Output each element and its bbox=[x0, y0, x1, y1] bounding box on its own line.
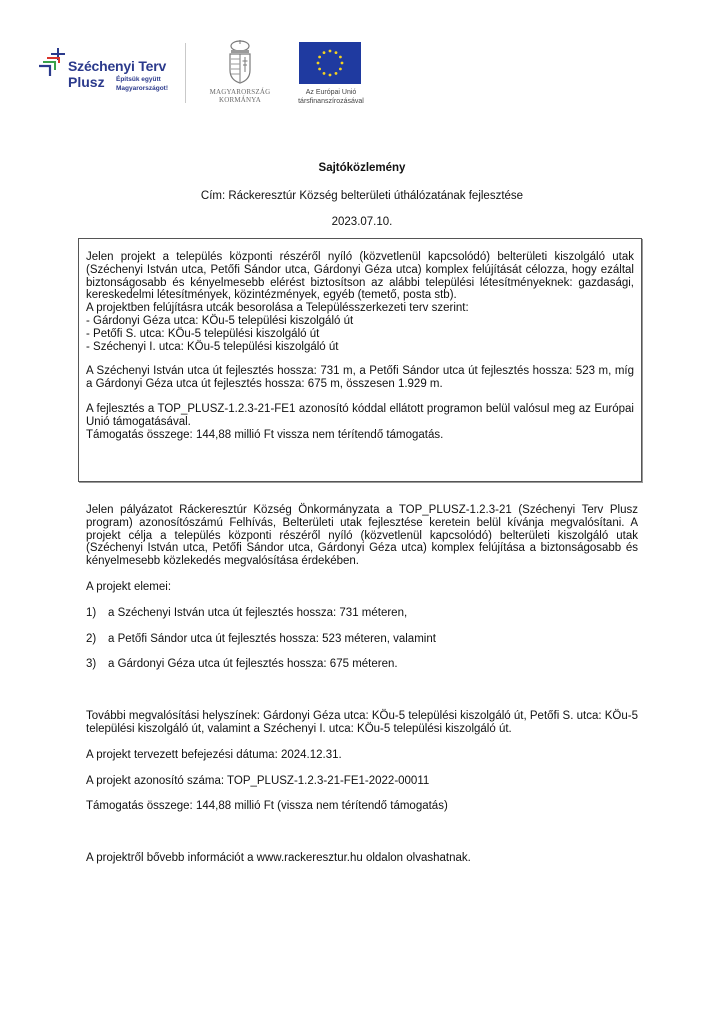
list-number: 1) bbox=[86, 606, 97, 619]
szechenyi-terv-plusz-logo bbox=[38, 46, 178, 106]
project-elements-list bbox=[86, 607, 638, 671]
document-body bbox=[86, 504, 638, 865]
eu-logo bbox=[292, 40, 372, 110]
eu-flag-icon bbox=[299, 42, 361, 84]
szechenyi-logo-tagline bbox=[116, 76, 168, 93]
government-line2: KORMÁNYA bbox=[218, 96, 262, 104]
funding-paragraph: Támogatás összege: 144,88 millió Ft vissza nem térítendő támogatás. bbox=[86, 428, 444, 441]
classification-intro: A projektben felújításra utcák besorolása a Településszerkezeti terv szerint: bbox=[86, 302, 469, 315]
lengths-paragraph: A Széchenyi István utca út fejlesztés hossza: 731 m, a Petőfi Sándor utca út fejlesztés hossza: 523 m, míg a Gárdonyi Géza utca út fejlesztés hossza: 675 m, összesen 1.929 m. bbox=[86, 365, 634, 391]
list-item bbox=[86, 658, 638, 671]
eu-logo-text bbox=[292, 88, 370, 106]
list-text: a Gárdonyi Géza utca út fejlesztés hossza: 675 méteren. bbox=[108, 658, 398, 671]
document-type-label: Sajtóközlemény bbox=[318, 162, 406, 174]
funding-amount: Támogatás összege: 144,88 millió Ft (vissza nem térítendő támogatás) bbox=[86, 800, 448, 813]
eu-line1: Az Európai Unió bbox=[305, 89, 357, 96]
list-item bbox=[86, 607, 638, 620]
end-date: A projekt tervezett befejezési dátuma: 2024.12.31. bbox=[86, 748, 342, 761]
classification-item: - Gárdonyi Géza utca: KÖu-5 települési kiszolgáló út bbox=[86, 314, 354, 327]
program-paragraph: A fejlesztés a TOP_PLUSZ-1.2.3-21-FE1 azonosító kóddal ellátott programon belül valósul meg az Európai Unió támogatásával. bbox=[86, 402, 634, 428]
header-divider bbox=[185, 43, 186, 103]
locations-paragraph: További megvalósítási helyszínek: Gárdonyi Géza utca: KÖu-5 települési kiszolgáló út, Petőfi S. utca: KÖu-5 települési kiszolgáló út, valamint a Széchenyi I. utca: KÖu-5 települési kiszolgáló út. bbox=[86, 710, 638, 735]
hungarian-coat-of-arms-icon bbox=[226, 40, 254, 84]
list-item bbox=[86, 633, 638, 646]
classification-item: - Széchenyi I. utca: KÖu-5 települési kiszolgáló út bbox=[86, 340, 339, 353]
government-logo-text bbox=[200, 88, 280, 104]
document-title: Cím: Ráckeresztúr Község belterületi úthálózatának fejlesztése bbox=[200, 190, 524, 202]
szechenyi-logo-subtitle: Plusz bbox=[68, 74, 105, 90]
classification-item: - Petőfi S. utca: KÖu-5 települési kiszolgáló út bbox=[86, 327, 320, 340]
list-text: a Petőfi Sándor utca út fejlesztés hossza: 523 méteren, valamint bbox=[108, 632, 436, 645]
elements-heading: A projekt elemei: bbox=[86, 580, 172, 593]
szechenyi-logo-title: Széchenyi Terv bbox=[68, 58, 167, 74]
tagline-line2: Magyarországot! bbox=[116, 84, 169, 92]
eu-line2: társfinanszírozásával bbox=[298, 98, 364, 105]
summary-paragraph: Jelen projekt a település központi részéről nyíló (közvetlenül kapcsolódó) belterületi kiszolgáló utak (Széchenyi István utca, Petőfi Sándor utca, Gárdonyi Géza utca) komplex felújítását célozza, hogy ezáltal biztonságosabb és kényelmesebb elérést biztosítson az alábbi települési létesítményeknek: gazdasági, kereskedelmi létesítmények, közintézmények, egyéb (temető, posta stb). bbox=[86, 251, 634, 302]
government-line1: MAGYARORSZÁG bbox=[209, 88, 271, 96]
tagline-line1: Építsük együtt bbox=[116, 76, 161, 83]
intro-paragraph: Jelen pályázatot Ráckeresztúr Község Önkormányzata a TOP_PLUSZ-1.2.3-21 (Széchenyi Terv Plusz program) azonosítószámú Felhívás, Belterületi utak fejlesztése keretein belül kívánja megvalósítani. A projekt célja a település központi részéről nyíló (közvetlenül kapcsolódó) belterületi kiszolgáló utak (Széchenyi István utca, Petőfi Sándor utca, Gárdonyi Géza utca) komplex felújítása a biztonságosabb és kényelmesebb közlekedés megvalósítása érdekében. bbox=[86, 504, 638, 568]
list-text: a Széchenyi István utca út fejlesztés hossza: 731 méteren, bbox=[108, 606, 408, 619]
project-id: A projekt azonosító száma: TOP_PLUSZ-1.2.3-21-FE1-2022-00011 bbox=[86, 774, 430, 787]
summary-box bbox=[78, 238, 642, 482]
list-number: 2) bbox=[86, 632, 97, 645]
government-logo bbox=[200, 40, 280, 110]
list-number: 3) bbox=[86, 658, 97, 671]
document-date: 2023.07.10. bbox=[331, 216, 393, 228]
szechenyi-cross-icon bbox=[38, 48, 68, 76]
logo-header bbox=[0, 0, 724, 120]
more-info: A projektről bővebb információt a www.rackeresztur.hu oldalon olvashatnak. bbox=[86, 852, 471, 865]
